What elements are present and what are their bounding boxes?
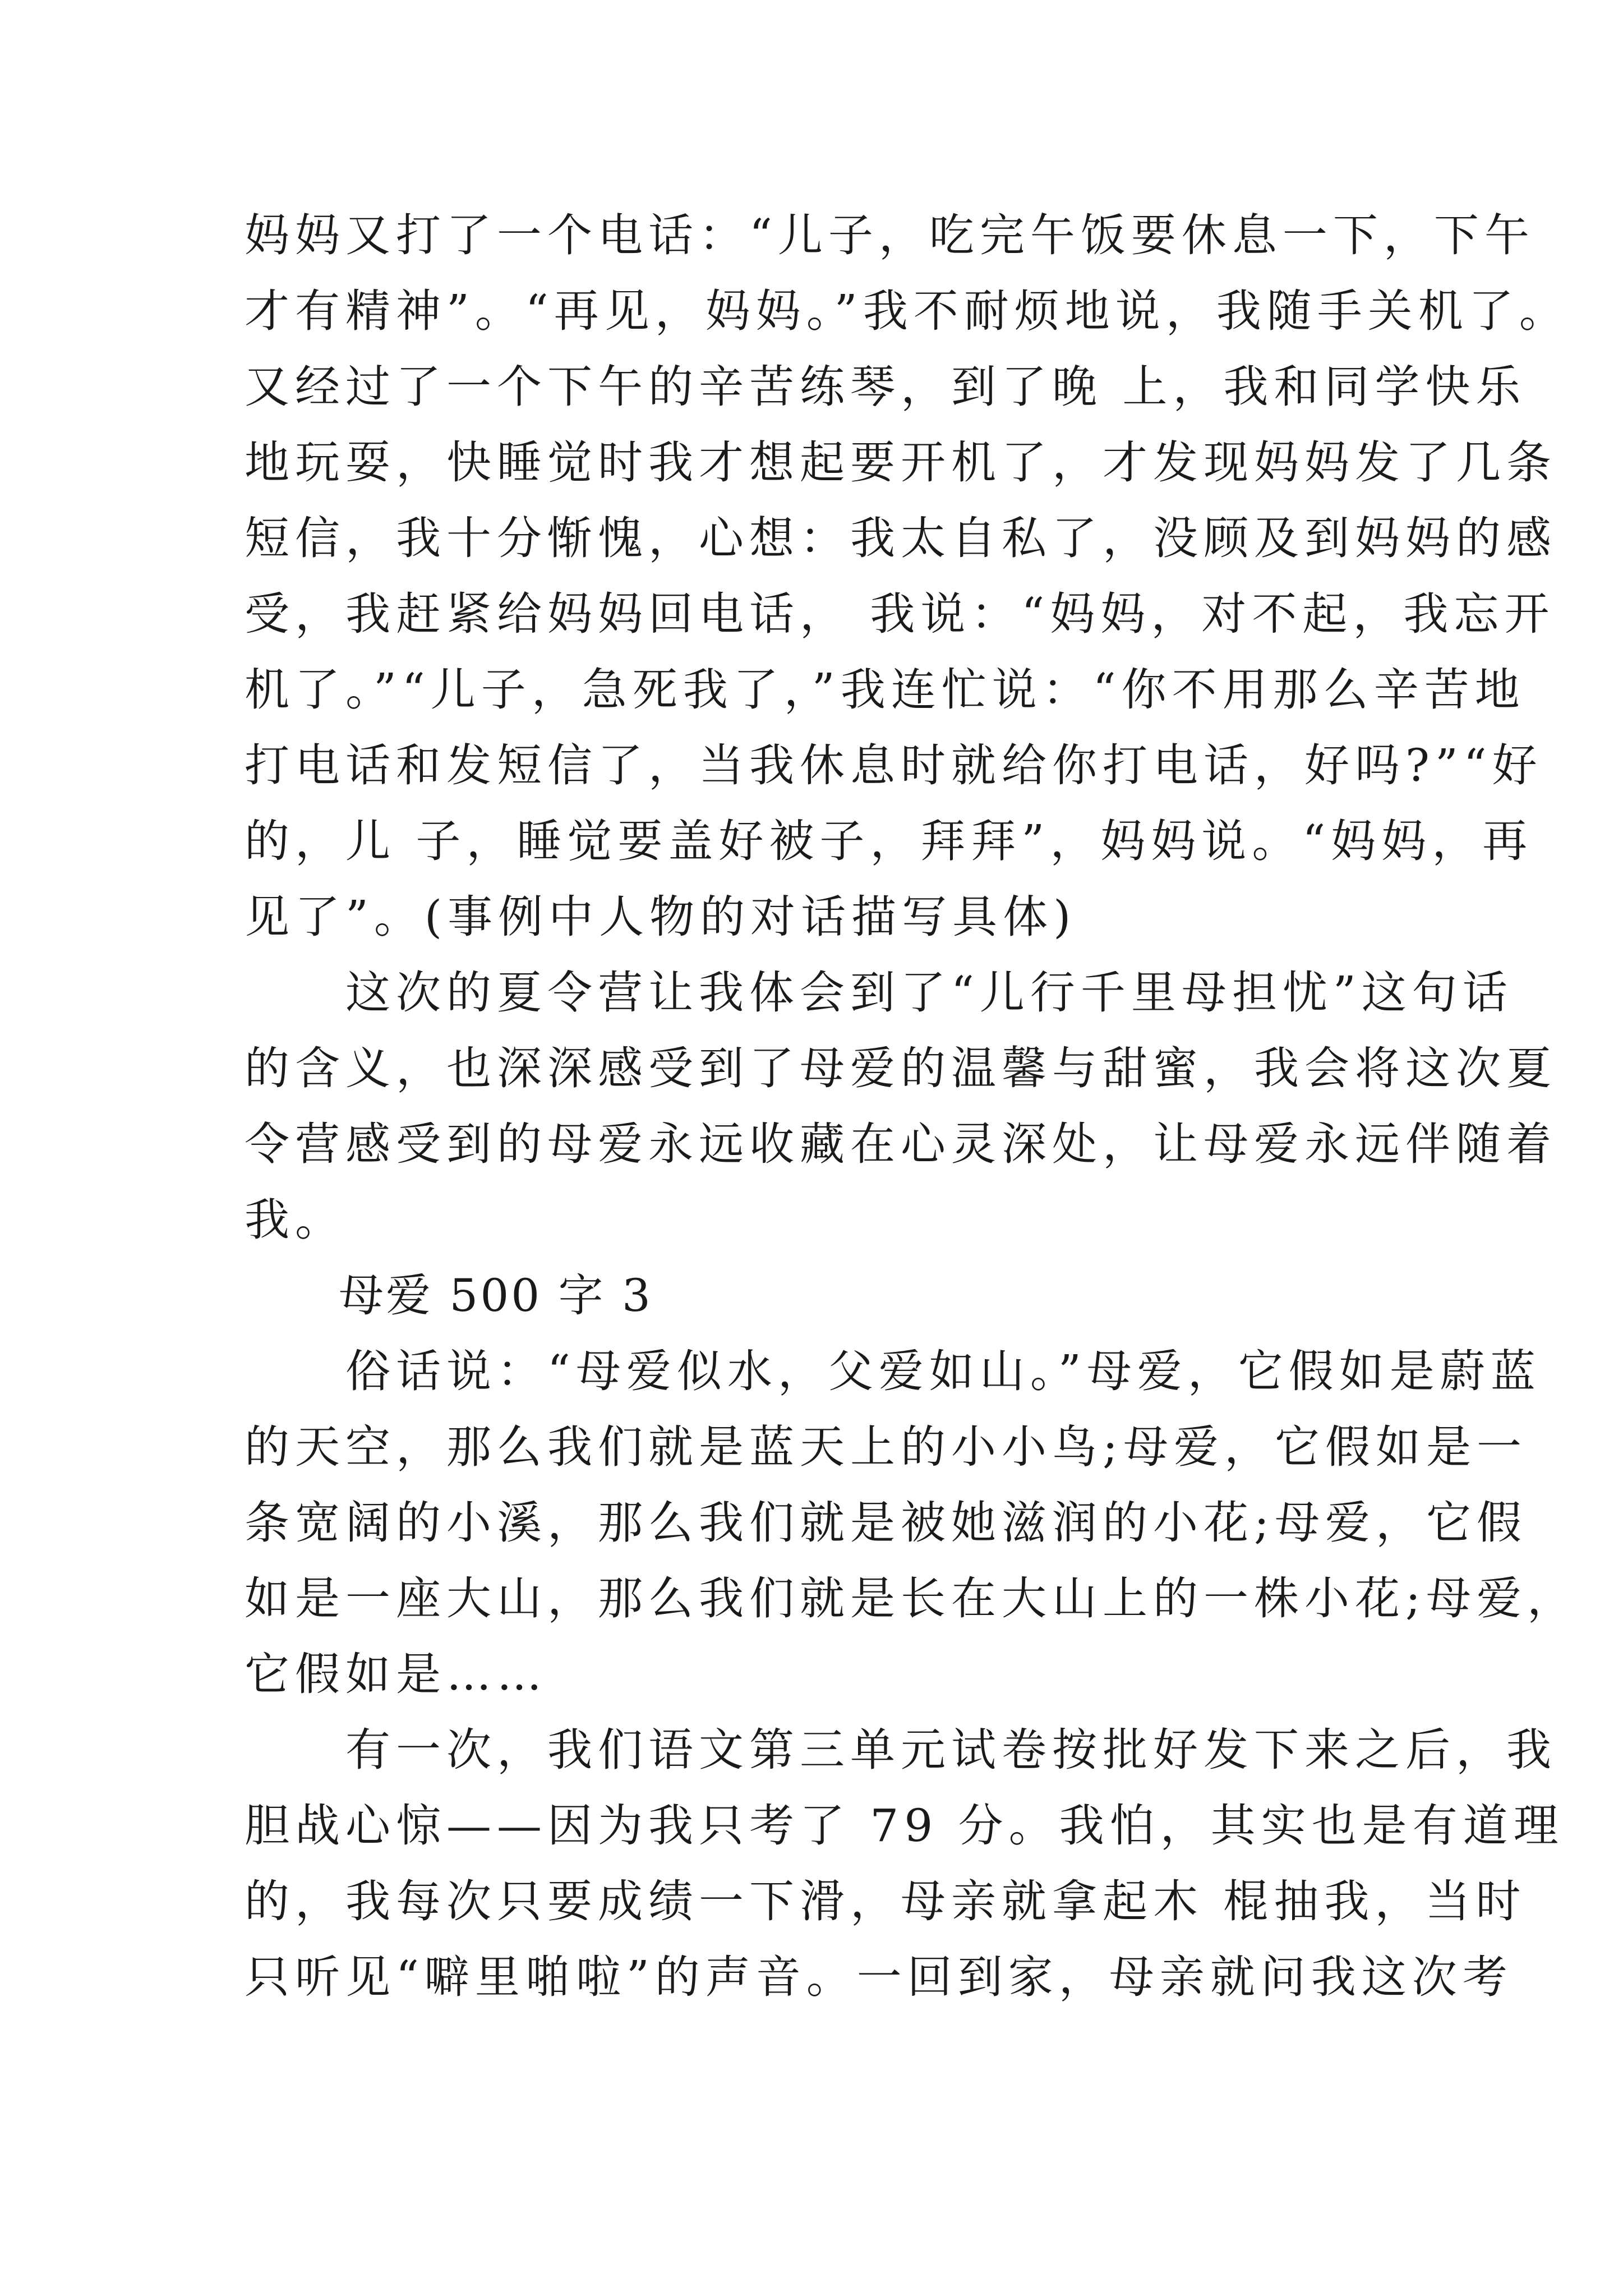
text-line: 的天空，那么我们就是蓝天上的小小鸟;母爱，它假如是一 [245, 1421, 1527, 1473]
text-line: 令营感受到的母爱永远收藏在心灵深处，让母爱永远伴随着 [245, 1118, 1557, 1170]
text-line: 胆战心惊——因为我只考了 79 分。我怕，其实也是有道理 [245, 1800, 1564, 1852]
text-line: 如是一座大山，那么我们就是长在大山上的一株小花;母爱， [245, 1572, 1578, 1625]
text-line: 受，我赶紧给妈妈回电话， 我说：“妈妈，对不起，我忘开 [245, 588, 1555, 640]
text-line: 的，我每次只要成绩一下滑，母亲就拿起木 棍抽我，当时 [245, 1875, 1527, 1927]
text-line: 短信，我十分惭愧，心想：我太自私了，没顾及到妈妈的感 [245, 512, 1557, 564]
text-line: 的含义，也深深感受到了母爱的温馨与甜蜜，我会将这次夏 [245, 1042, 1557, 1094]
text-line: 我。 [245, 1194, 345, 1246]
text-line: 俗话说：“母爱似水，父爱如山。”母爱，它假如是蔚蓝 [245, 1345, 1541, 1397]
text-line: 妈妈又打了一个电话：“儿子，吃完午饭要休息一下，下午 [245, 209, 1535, 261]
text-line: 又经过了一个下午的辛苦练琴，到了晚 上，我和同学快乐 [245, 361, 1527, 413]
text-line: 机了。”“儿子，急死我了，”我连忙说：“你不用那么辛苦地 [245, 664, 1525, 716]
text-line: 它假如是…… [245, 1648, 547, 1700]
text-line: 才有精神”。“再见，妈妈。”我不耐烦地说，我随手关机了。 [245, 285, 1570, 337]
section-heading: 母爱 500 字 3 [245, 1269, 653, 1322]
text-line: 的，儿 子，睡觉要盖好被子，拜拜”，妈妈说。“妈妈，再 [245, 815, 1533, 867]
text-line: 只听见“噼里啪啦”的声音。一回到家，母亲就问我这次考 [245, 1951, 1513, 2003]
text-line: 条宽阔的小溪，那么我们就是被她滋润的小花;母爱，它假 [245, 1497, 1527, 1549]
text-line: 地玩耍，快睡觉时我才想起要开机了，才发现妈妈发了几条 [245, 436, 1557, 489]
text-line: 打电话和发短信了，当我休息时就给你打电话，好吗?”“好 [245, 739, 1543, 792]
body-text [245, 197, 1578, 2015]
text-line: 见了”。(事例中人物的对话描写具体) [245, 891, 1077, 943]
text-line: 有一次，我们语文第三单元试卷按批好发下来之后，我 [245, 1724, 1557, 1776]
text-line: 这次的夏令营让我体会到了“儿行千里母担忧”这句话 [245, 967, 1513, 1019]
